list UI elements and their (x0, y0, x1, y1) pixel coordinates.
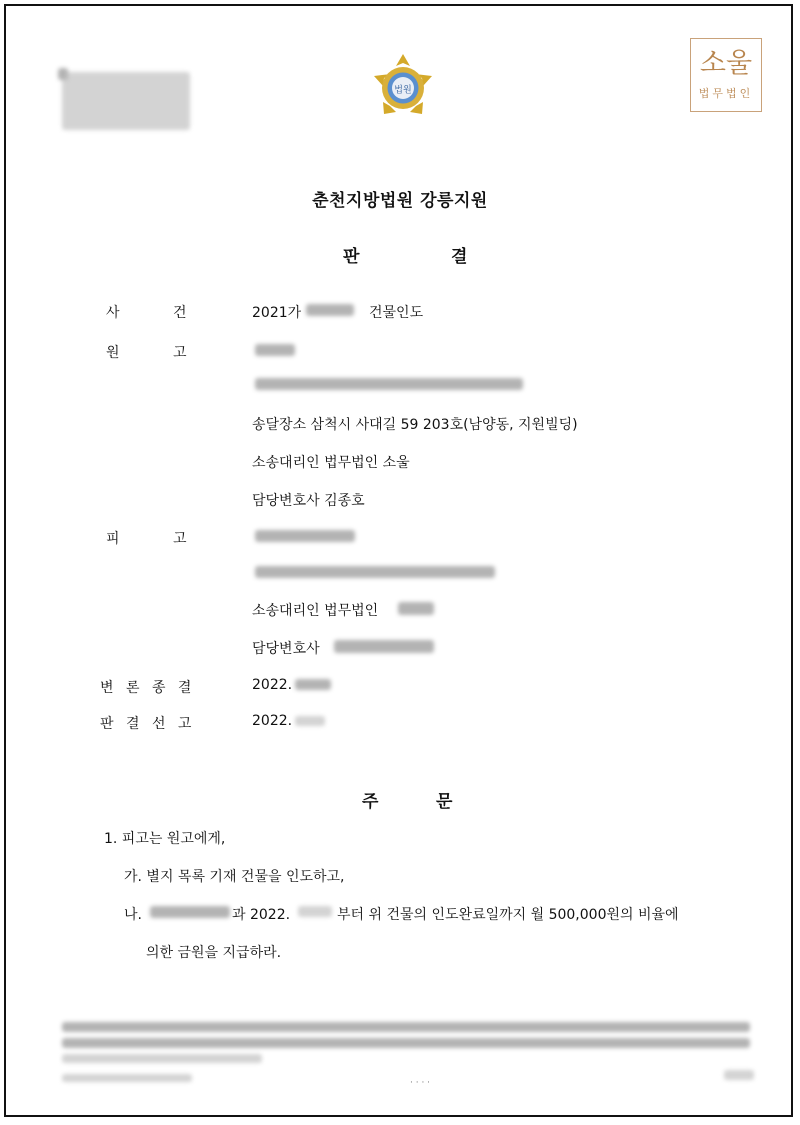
order-title-left: 주 (362, 792, 379, 812)
stamp-sub-text: 법무법인 (698, 87, 754, 100)
defendant-label-2: 고 (173, 531, 187, 547)
order-item-1b-rest: 부터 위 건물의 인도완료일까지 월 500,000원의 비율에 (337, 907, 679, 923)
order-item-1: 1. 피고는 원고에게, (104, 831, 226, 847)
order-item-1a: 가. 별지 목록 기재 건물을 인도하고, (124, 869, 345, 885)
plaintiff-label-2: 고 (173, 345, 187, 361)
plaintiff-service-address: 송달장소 삼척시 사대길 59 203호(남양동, 지원빌딩) (252, 417, 578, 433)
order-title-right: 문 (436, 792, 453, 812)
court-name: 춘천지방법원 강릉지원 (312, 191, 488, 211)
law-firm-stamp (690, 38, 762, 112)
judgment-date: 2022. (252, 713, 293, 729)
court-emblem-icon (370, 52, 436, 122)
doc-title-right: 결 (451, 247, 468, 267)
page-border (4, 4, 793, 1117)
order-item-1b-mid: 과 2022. (232, 907, 291, 923)
page-number-mark: · · · · (410, 1078, 431, 1088)
case-number: 2021가 (252, 305, 302, 321)
redacted-order-date (150, 906, 230, 918)
defendant-counsel: 소송대리인 법무법인 (252, 603, 379, 619)
emblem-text: 법원 (394, 85, 412, 96)
redacted-defendant-address (255, 566, 495, 578)
redacted-defendant-attorney (334, 640, 434, 653)
plaintiff-counsel: 소송대리인 법무법인 소울 (252, 455, 410, 471)
redacted-closing-date (295, 679, 331, 690)
redacted-order-date-2 (298, 906, 332, 917)
defendant-label: 피 (106, 531, 120, 547)
case-label-2: 건 (173, 305, 187, 321)
order-item-1b-cont: 의한 금원을 지급하라. (146, 945, 282, 961)
redacted-case-number (306, 304, 354, 316)
plaintiff-attorney: 담당변호사 김종호 (252, 493, 365, 509)
doc-title-left: 판 (343, 247, 360, 267)
redacted-defendant-name (255, 530, 355, 542)
redacted-defendant-firm (398, 602, 434, 615)
redacted-plaintiff-name (255, 344, 295, 356)
redacted-judgment-date (295, 716, 325, 726)
closing-date: 2022. (252, 677, 293, 693)
defendant-attorney: 담당변호사 (252, 641, 320, 657)
closing-label: 변 론 종 결 (100, 680, 196, 696)
case-label: 사 (106, 305, 120, 321)
judgment-date-label: 판 결 선 고 (100, 716, 196, 732)
plaintiff-label: 원 (106, 345, 120, 361)
redacted-plaintiff-address (255, 378, 523, 390)
stamp-main-text: 소울 (699, 48, 753, 79)
order-item-1b-prefix: 나. (124, 907, 142, 923)
case-name: 건물인도 (369, 305, 424, 321)
